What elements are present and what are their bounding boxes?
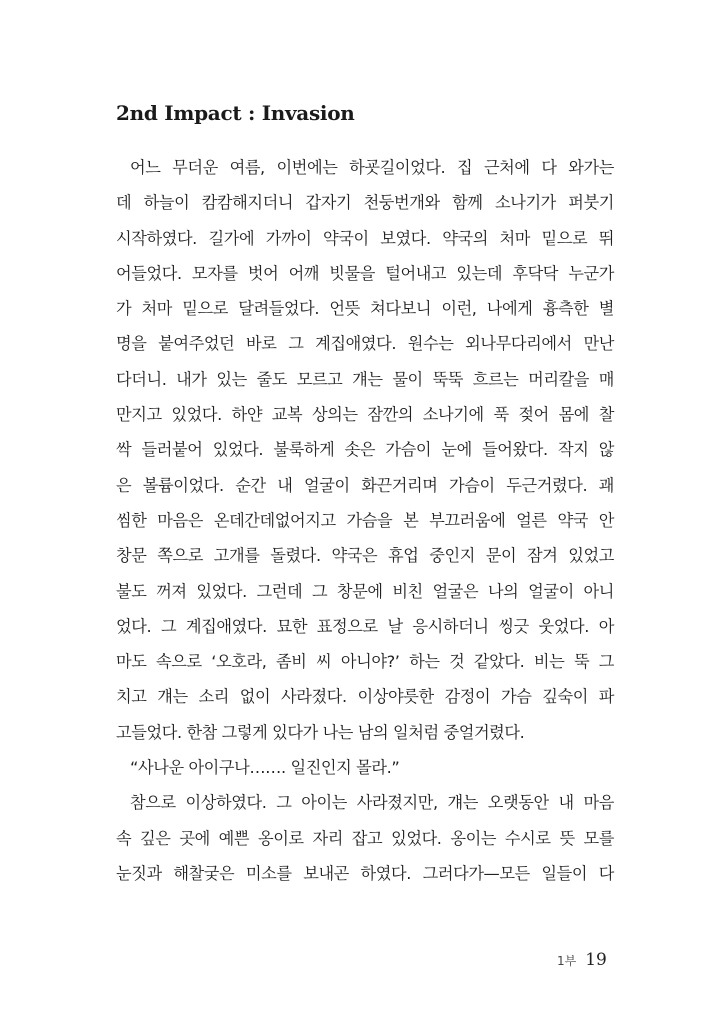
text-line: 마도 속으로 ‘오호라, 좀비 씨 아니야?’ 하는 것 같았다. 비는 뚝 그 (116, 652, 614, 672)
text-line: 가 처마 밑으로 달려들었다. 언뜻 쳐다보니 이런, 나에게 흉측한 별 (116, 299, 614, 319)
text-line: 불도 꺼져 있었다. 그런데 그 창문에 비친 얼굴은 나의 얼굴이 아니 (116, 581, 614, 601)
text-line: 은 볼륨이었다. 순간 내 얼굴이 화끈거리며 가슴이 두근거렸다. 괘 (116, 475, 614, 495)
page-number: 19 (585, 950, 607, 970)
text-line: 창문 쪽으로 고개를 돌렸다. 약국은 휴업 중인지 문이 잠겨 있었고 (116, 546, 614, 566)
chapter-title: 2nd Impact : Invasion (116, 101, 355, 125)
text-line: 만지고 있었다. 하얀 교복 상의는 잠깐의 소나기에 푹 젖어 몸에 찰 (116, 405, 614, 425)
text-line: 어들었다. 모자를 벗어 어깨 빗물을 털어내고 있는데 후닥닥 누군가 (116, 263, 614, 283)
text-line: 명을 붙여주었던 바로 그 계집애였다. 원수는 외나무다리에서 만난 (116, 334, 614, 354)
text-line: 씸한 마음은 온데간데없어지고 가슴을 본 부끄러움에 얼른 약국 안 (116, 510, 614, 530)
text-line: 속 깊은 곳에 예쁜 옹이로 자리 잡고 있었다. 옹이는 수시로 뜻 모를 (116, 828, 614, 848)
text-line: 시작하였다. 길가에 가까이 약국이 보였다. 약국의 처마 밑으로 뛰 (116, 228, 614, 248)
text-line: 었다. 그 계집애였다. 묘한 표정으로 날 응시하더니 씽긋 웃었다. 아 (116, 616, 614, 636)
text-line: 참으로 이상하였다. 그 아이는 사라졌지만, 걔는 오랫동안 내 마음 (130, 793, 614, 813)
text-line: 싹 들러붙어 있었다. 불룩하게 솟은 가슴이 눈에 들어왔다. 작지 않 (116, 440, 614, 460)
text-line: 치고 걔는 소리 없이 사라졌다. 이상야릇한 감정이 가슴 깊숙이 파 (116, 687, 614, 707)
body-text (116, 150, 614, 891)
text-line: 다더니. 내가 있는 줄도 모르고 걔는 물이 뚝뚝 흐르는 머리칼을 매 (116, 369, 614, 389)
text-line: “사나운 아이구나……. 일진인지 몰라.” (130, 758, 400, 778)
page-footer (557, 950, 607, 970)
text-line: 고들었다. 한참 그렇게 있다가 나는 남의 일처럼 중얼거렸다. (116, 722, 525, 742)
text-line: 눈짓과 해찰궂은 미소를 보내곤 하였다. 그러다가—모든 일들이 다 (116, 863, 614, 883)
text-line: 데 하늘이 캄캄해지더니 갑자기 천둥번개와 함께 소나기가 퍼붓기 (116, 193, 614, 213)
text-line: 어느 무더운 여름, 이번에는 하굣길이었다. 집 근처에 다 와가는 (130, 158, 614, 177)
part-label: 1부 (557, 954, 577, 968)
